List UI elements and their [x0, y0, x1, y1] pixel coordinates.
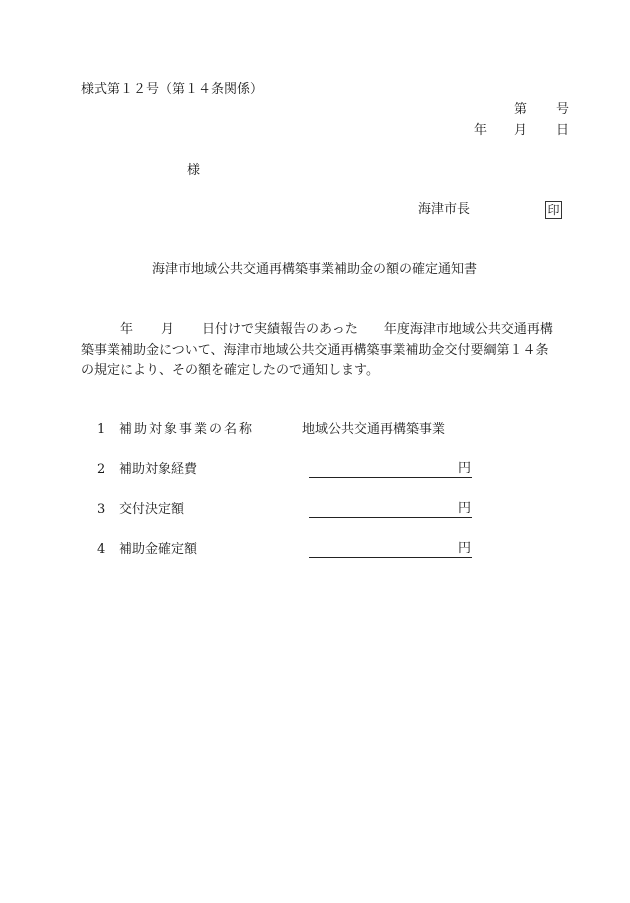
form-number: 様式第１２号（第１４条関係）: [81, 82, 264, 97]
body-line2: 築事業補助金について、海津市地域公共交通再構築事業補助金交付要綱第１４条: [81, 343, 549, 358]
doc-number-dai: 第: [514, 102, 528, 117]
item-1-value: 地域公共交通再構築事業: [302, 422, 446, 437]
body-line1: 日付けで実績報告のあった 年度海津市地域公共交通再構: [202, 322, 553, 337]
document-title: 海津市地域公共交通再構築事業補助金の額の確定通知書: [152, 262, 478, 277]
item-4-unit: 円: [458, 541, 472, 556]
item-4-label: 補助金確定額: [119, 542, 198, 557]
item-2-number: 2: [97, 462, 106, 477]
item-1-label: 補助対象事業の名称: [119, 422, 255, 437]
seal-box: 印: [545, 201, 562, 219]
item-4-underline: [309, 557, 472, 558]
item-3-unit: 円: [458, 501, 472, 516]
date-month: 月: [514, 123, 528, 138]
item-3-label: 交付決定額: [119, 502, 185, 517]
body-line3: の規定により、その額を確定したので通知します。: [81, 363, 379, 378]
date-day: 日: [556, 123, 570, 138]
addressee-suffix: 様: [187, 163, 201, 178]
item-1-number: 1: [97, 422, 106, 437]
item-2-unit: 円: [458, 461, 472, 476]
body-month: 月: [161, 322, 175, 337]
body-year: 年: [120, 322, 134, 337]
item-2-underline: [309, 477, 472, 478]
date-year: 年: [474, 123, 488, 138]
item-2-label: 補助対象経費: [119, 462, 198, 477]
issuer-title: 海津市長: [418, 202, 471, 217]
item-4-number: 4: [97, 542, 106, 557]
doc-number-go: 号: [556, 102, 570, 117]
item-3-underline: [309, 517, 472, 518]
item-3-number: 3: [97, 502, 106, 517]
